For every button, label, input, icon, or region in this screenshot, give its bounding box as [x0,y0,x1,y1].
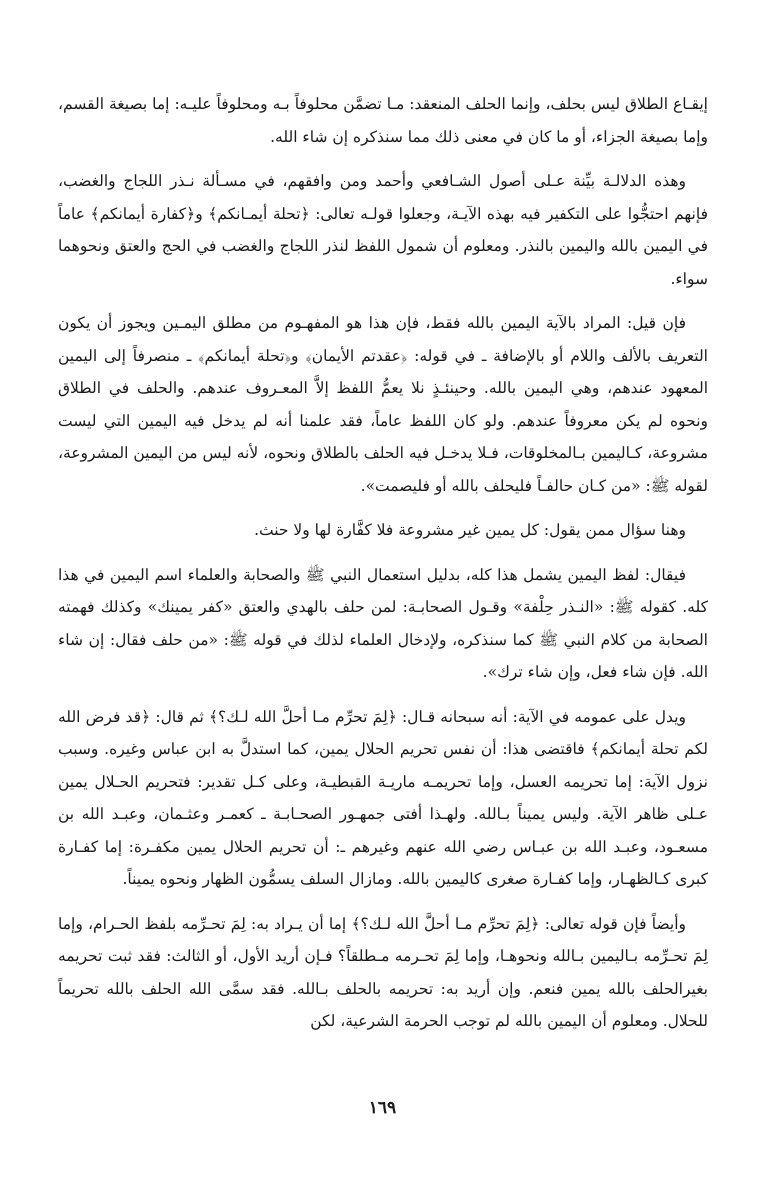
paragraph-6: ويدل على عمومه في الآية: أنه سبحانه قـال: ﴿لِمَ تحرِّم مـا أحلَّ الله لـك؟﴾ ثم قال: ﴿قد فرض الله لكم تحلة أيمانكم﴾ فاقتضى هذا: أن نفس تحريم الحلال يمين، كما استدلَّ به ابن عباس وغيره. وسبب نزول الآية: إما تحريمه العسل، وإما تحريمـه ماريـة القبطيـة، وعلى كـل تقدير: فتحريم الحـلال يمين عـلى ظاهر الآية. وليس يميناً بـالله. ولهـذا أفتى جمهـور الصحـابـة ـ كعمـر وعثـمان، وعبـد الله بن مسعـود، وعبـد الله بن عبـاس رضي الله عنهم وغيرهم ـ: أن تحريم الحلال يمين مكفـرة: إما كفـارة كبرى كـالظهـار، وإما كفـارة صغرى كاليمين بالله. ومازال السلف يسمُّون الظهار ونحوه يميناً. [58,707,708,888]
paragraph-4: وهنا سؤال ممن يقول: كل يمين غير مشروعة فلا كفَّارة لها ولا حنث. [254,521,686,539]
paragraph-3: فإن قيل: المراد بالآية اليمين بالله فقط، فإن هذا هو المفهـوم من مطلق اليمـين ويجوز أن يكون التعريف بالألف واللام أو بالإضافة ـ في قوله: ﴿عقدتم الأيمان﴾ و﴿تحلة أيمانكم﴾ ـ منصرفاً إلى اليمين المعهود عندهم، وهي اليمين بالله. وحينئـذٍ نلا يعمُّ اللفظ إلاَّ المعـروف عندهم. والحلف في الطلاق ونحوه لم يكن معروفاً عندهم. ولو كان اللفظ عاماً، فقد علمنا أنه لم يدخل فيه اليمين التي ليست مشروعة، كـاليمين بـالمخلوقات، فـلا يدخـل فيه الحلف بالطلاق ونحوه، لأنه ليس من اليمين المشروعة، لقوله ﷺ: «من كـان حالفـاً فليحلف بالله أو فليصمت». [58,314,708,495]
paragraph-5: فيقال: لفظ اليمين يشمل هذا كله، بدليل استعمال النبي ﷺ والصحابة والعلماء اسم اليمين في هذا كله. كقوله ﷺ: «النـذر حِلْفة» وقـول الصحابـة: لمن حلف بالهدي والعتق «كفر يمينك» وكذلك فهمته الصحابة من كلام النبي ﷺ كما سنذكره، ولإدخال العلماء لذلك في قوله ﷺ: «من حلف فقال: إن شاء الله. فإن شاء فعل، وإن شاء ترك». [58,565,708,681]
paragraph-1: إيقـاع الطلاق ليس بحلف، وإنما الحلف المنعقد: مـا تضمَّن محلوفاً بـه ومحلوفاً عليـه: إما بصيغة القسم، وإما بصيغة الجزاء، أو ما كان في معنى ذلك مما سنذكره إن شاء الله. [58,95,708,146]
page-number: ١٦٩ [368,1098,397,1118]
paragraph-2: وهذه الدلالـة بيِّنة عـلى أصول الشـافعي وأحمد ومن وافقهم، في مسـألة نـذر اللجاج والغضب، فإنهم احتجُّوا على التكفير فيه بهذه الآيـة، وجعلوا قولـه تعالى: ﴿تحلة أيمـانكم﴾ و﴿كفارة أيمانكم﴾ عاماً في اليمين بالله واليمين بالنذر. ومعلوم أن شمول اللفظ لنذر اللجاج والغضب في الحج والعتق ونحوهما سواء. [58,172,708,288]
paragraph-7: وأيضاً فإن قوله تعالى: ﴿لِمَ تحرِّم مـا أحلَّ الله لـك؟﴾ إما أن يـراد به: لِمَ تحـرِّمه بلفظ الحـرام، وإما لِمَ تحـرِّمه بـاليمين بـالله ونحوهـا، وإما لِمَ تحـرمه مـطلقاً؟ فـإن أريد الأول، أو الثالث: فقد ثبت تحريمه بغيرالحلف بالله يمين فنعم. وإن أريد به: تحريمه بالحلف بـالله. فقد سمَّى الله الحلف بالله تحريماً للحلال. ومعلوم أن اليمين بالله لم توجب الحرمة الشرعية، لكن [58,914,708,1030]
page-body [58,88,708,1046]
